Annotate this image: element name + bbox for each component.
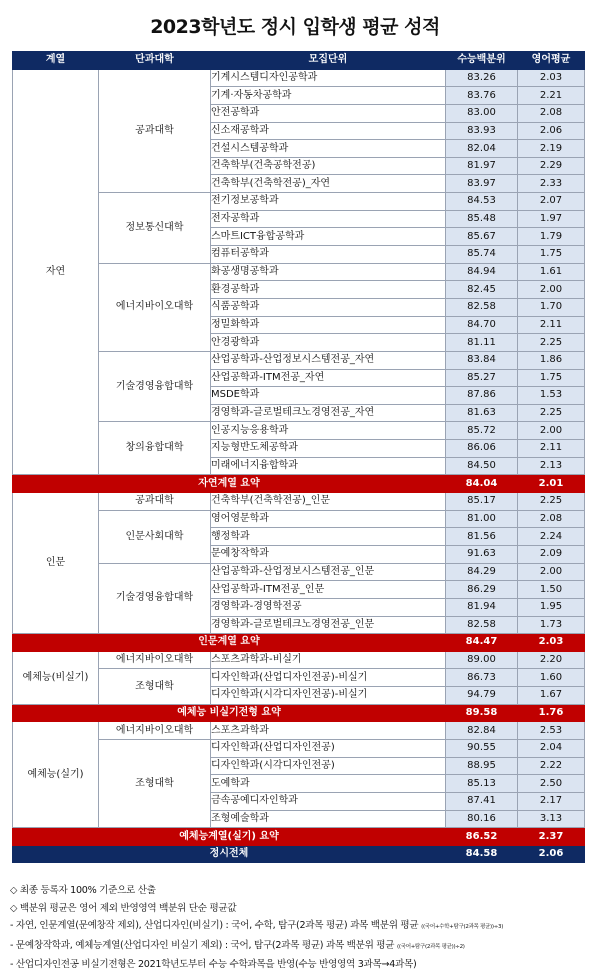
english-cell: 1.67: [518, 687, 585, 705]
college-cell: 정보통신대학: [99, 193, 211, 264]
major-cell: 기계시스템디자인공학과: [211, 69, 446, 87]
english-cell: 1.50: [518, 581, 585, 599]
note: [10, 917, 585, 937]
score-cell: 94.79: [446, 687, 518, 705]
summary-score: 84.47: [446, 634, 518, 652]
english-cell: 2.19: [518, 140, 585, 158]
score-cell: 85.17: [446, 493, 518, 511]
table-row: [13, 493, 585, 511]
major-cell: 문예창작학과: [211, 545, 446, 563]
score-cell: 82.04: [446, 140, 518, 158]
major-cell: 건축학부(건축공학전공): [211, 157, 446, 175]
group-cell: 인문: [13, 493, 99, 634]
english-cell: 2.11: [518, 440, 585, 458]
major-cell: 기계·자동차공학과: [211, 87, 446, 105]
major-cell: 안경광학과: [211, 334, 446, 352]
score-cell: 83.76: [446, 87, 518, 105]
table-header: [13, 52, 585, 70]
summary-label: 예체능계열(실기) 요약: [13, 828, 446, 846]
college-cell: 에너지바이오대학: [99, 722, 211, 740]
major-cell: 스포츠과학과: [211, 722, 446, 740]
college-cell: 조형대학: [99, 669, 211, 704]
english-cell: 1.79: [518, 228, 585, 246]
table-row: [13, 351, 585, 369]
major-cell: 인공지능응용학과: [211, 422, 446, 440]
major-cell: 건축학부(건축학전공)_자연: [211, 175, 446, 193]
summary-label: 인문계열 요약: [13, 634, 446, 652]
header-major: 모집단위: [211, 52, 446, 70]
table-row: [13, 669, 585, 687]
english-cell: 2.06: [518, 122, 585, 140]
total-score: 84.58: [446, 845, 518, 863]
english-cell: 1.53: [518, 387, 585, 405]
major-cell: 건축학부(건축학전공)_인문: [211, 493, 446, 511]
english-cell: 2.17: [518, 792, 585, 810]
score-cell: 87.86: [446, 387, 518, 405]
major-cell: 컴퓨터공학과: [211, 246, 446, 264]
major-cell: 스포츠과학과-비실기: [211, 651, 446, 669]
header-english: 영어평균: [518, 52, 585, 70]
summary-score: 89.58: [446, 704, 518, 722]
english-cell: 2.53: [518, 722, 585, 740]
note-text: - 자연, 인문계열(문예창작 제외), 산업디자인(비실기) : 국어, 수학, 탐구(2과목 평균) 과목 백분위 평균: [10, 920, 419, 931]
table-row: [13, 739, 585, 757]
score-cell: 83.97: [446, 175, 518, 193]
score-cell: 88.95: [446, 757, 518, 775]
english-cell: 2.07: [518, 193, 585, 211]
group-cell: 자연: [13, 69, 99, 475]
score-cell: 83.26: [446, 69, 518, 87]
score-cell: 85.48: [446, 210, 518, 228]
major-cell: 전자공학과: [211, 210, 446, 228]
table-row: [13, 263, 585, 281]
college-cell: 기술경영융합대학: [99, 563, 211, 634]
english-cell: 1.60: [518, 669, 585, 687]
table-row: [13, 651, 585, 669]
english-cell: 2.29: [518, 157, 585, 175]
total-label: 정시전체: [13, 845, 446, 863]
score-cell: 86.73: [446, 669, 518, 687]
major-cell: 미래에너지융합학과: [211, 457, 446, 475]
summary-score: 84.04: [446, 475, 518, 493]
score-cell: 81.97: [446, 157, 518, 175]
score-cell: 81.11: [446, 334, 518, 352]
college-cell: 공과대학: [99, 493, 211, 511]
score-cell: 85.67: [446, 228, 518, 246]
english-cell: 2.50: [518, 775, 585, 793]
english-cell: 1.86: [518, 351, 585, 369]
score-cell: 85.72: [446, 422, 518, 440]
note-formula: ((국어+수학+탐구(2과목 평균))÷3): [421, 924, 504, 930]
summary-row-arts-nonpractical: [13, 704, 585, 722]
major-cell: 조형예술학과: [211, 810, 446, 828]
header-score: 수능백분위: [446, 52, 518, 70]
major-cell: 산업공학과-산업정보시스템전공_자연: [211, 351, 446, 369]
english-cell: 2.11: [518, 316, 585, 334]
english-cell: 2.08: [518, 104, 585, 122]
college-cell: 에너지바이오대학: [99, 263, 211, 351]
major-cell: 디자인학과(시각디자인전공): [211, 757, 446, 775]
summary-row-arts-practical: [13, 828, 585, 846]
score-cell: 81.63: [446, 404, 518, 422]
english-cell: 2.00: [518, 422, 585, 440]
english-cell: 2.25: [518, 493, 585, 511]
english-cell: 1.61: [518, 263, 585, 281]
major-cell: 지능형반도체공학과: [211, 440, 446, 458]
note-text: - 문예창작학과, 예체능계열(산업디자인 비실기 제외) : 국어, 탐구(2과목 평균) 과목 백분위 평균: [10, 939, 395, 951]
page-title: 2023학년도 정시 입학생 평균 성적: [150, 16, 440, 38]
english-cell: 1.75: [518, 369, 585, 387]
major-cell: 경영학과-경영학전공: [211, 598, 446, 616]
english-cell: 2.21: [518, 87, 585, 105]
summary-score: 86.52: [446, 828, 518, 846]
english-cell: 3.13: [518, 810, 585, 828]
score-cell: 85.74: [446, 246, 518, 264]
english-cell: 2.22: [518, 757, 585, 775]
english-cell: 2.33: [518, 175, 585, 193]
note: - 산업디자인전공 비실기전형은 2021학년도부터 수능 수학과목을 반영(수능 반영영역 3과목→4과목): [10, 959, 417, 970]
major-cell: 스마트ICT융합공학과: [211, 228, 446, 246]
english-cell: 2.00: [518, 563, 585, 581]
major-cell: 전기정보공학과: [211, 193, 446, 211]
summary-row-humanities: [13, 634, 585, 652]
score-cell: 84.94: [446, 263, 518, 281]
english-cell: 2.25: [518, 334, 585, 352]
table-row: [13, 69, 585, 87]
major-cell: 산업공학과-산업정보시스템전공_인문: [211, 563, 446, 581]
note: ◇ 최종 등록자 100% 기준으로 산출: [10, 885, 156, 896]
english-cell: 2.00: [518, 281, 585, 299]
english-cell: 2.04: [518, 739, 585, 757]
note: [10, 937, 585, 957]
score-cell: 81.00: [446, 510, 518, 528]
english-cell: 2.13: [518, 457, 585, 475]
score-cell: 91.63: [446, 545, 518, 563]
score-cell: 90.55: [446, 739, 518, 757]
major-cell: 화공생명공학과: [211, 263, 446, 281]
group-cell: 예체능(비실기): [13, 651, 99, 704]
major-cell: 신소재공학과: [211, 122, 446, 140]
score-cell: 82.84: [446, 722, 518, 740]
table-row: [13, 193, 585, 211]
major-cell: 정밀화학과: [211, 316, 446, 334]
score-cell: 83.93: [446, 122, 518, 140]
summary-row-nature: [13, 475, 585, 493]
major-cell: 건설시스템공학과: [211, 140, 446, 158]
major-cell: 경영학과-글로벌테크노경영전공_인문: [211, 616, 446, 634]
english-cell: 1.75: [518, 246, 585, 264]
college-cell: 에너지바이오대학: [99, 651, 211, 669]
english-cell: 2.20: [518, 651, 585, 669]
table-row: [13, 722, 585, 740]
major-cell: 식품공학과: [211, 298, 446, 316]
score-cell: 86.29: [446, 581, 518, 599]
score-cell: 83.00: [446, 104, 518, 122]
score-cell: 82.58: [446, 616, 518, 634]
score-table: [12, 51, 585, 863]
major-cell: 디자인학과(시각디자인전공)-비실기: [211, 687, 446, 705]
college-cell: 기술경영융합대학: [99, 351, 211, 422]
college-cell: 조형대학: [99, 739, 211, 827]
summary-label: 예체능 비실기전형 요약: [13, 704, 446, 722]
summary-english: 2.01: [518, 475, 585, 493]
total-row: [13, 845, 585, 863]
major-cell: 디자인학과(산업디자인전공): [211, 739, 446, 757]
score-cell: 84.29: [446, 563, 518, 581]
college-cell: 창의융합대학: [99, 422, 211, 475]
summary-english: 1.76: [518, 704, 585, 722]
score-cell: 84.70: [446, 316, 518, 334]
major-cell: 행정학과: [211, 528, 446, 546]
english-cell: 1.70: [518, 298, 585, 316]
score-cell: 83.84: [446, 351, 518, 369]
header-group: 계열: [13, 52, 99, 70]
major-cell: 금속공예디자인학과: [211, 792, 446, 810]
score-cell: 84.50: [446, 457, 518, 475]
summary-english: 2.37: [518, 828, 585, 846]
score-cell: 85.27: [446, 369, 518, 387]
table-row: [13, 510, 585, 528]
score-cell: 82.58: [446, 298, 518, 316]
table-row: [13, 422, 585, 440]
table-row: [13, 563, 585, 581]
footnotes: [10, 882, 585, 974]
english-cell: 1.95: [518, 598, 585, 616]
score-cell: 86.06: [446, 440, 518, 458]
major-cell: 디자인학과(산업디자인전공)-비실기: [211, 669, 446, 687]
note-formula: ((국어+탐구(2과목 평균))÷2): [397, 943, 465, 950]
header-college: 단과대학: [99, 52, 211, 70]
college-cell: 공과대학: [99, 69, 211, 192]
major-cell: 산업공학과-ITM전공_인문: [211, 581, 446, 599]
english-cell: 2.03: [518, 69, 585, 87]
english-cell: 1.73: [518, 616, 585, 634]
total-english: 2.06: [518, 845, 585, 863]
college-cell: 인문사회대학: [99, 510, 211, 563]
score-cell: 89.00: [446, 651, 518, 669]
english-cell: 2.25: [518, 404, 585, 422]
major-cell: 영어영문학과: [211, 510, 446, 528]
english-cell: 2.09: [518, 545, 585, 563]
score-cell: 85.13: [446, 775, 518, 793]
major-cell: 환경공학과: [211, 281, 446, 299]
summary-label: 자연계열 요약: [13, 475, 446, 493]
english-cell: 1.97: [518, 210, 585, 228]
major-cell: 산업공학과-ITM전공_자연: [211, 369, 446, 387]
score-cell: 81.94: [446, 598, 518, 616]
score-cell: 87.41: [446, 792, 518, 810]
major-cell: 도예학과: [211, 775, 446, 793]
note: ◇ 백분위 평균은 영어 제외 반영영역 백분위 단순 평균값: [10, 902, 237, 914]
score-cell: 84.53: [446, 193, 518, 211]
score-cell: 80.16: [446, 810, 518, 828]
summary-english: 2.03: [518, 634, 585, 652]
major-cell: 경영학과-글로벌테크노경영전공_자연: [211, 404, 446, 422]
group-cell: 예체능(실기): [13, 722, 99, 828]
english-cell: 2.08: [518, 510, 585, 528]
score-cell: 82.45: [446, 281, 518, 299]
major-cell: MSDE학과: [211, 387, 446, 405]
score-cell: 81.56: [446, 528, 518, 546]
english-cell: 2.24: [518, 528, 585, 546]
major-cell: 안전공학과: [211, 104, 446, 122]
